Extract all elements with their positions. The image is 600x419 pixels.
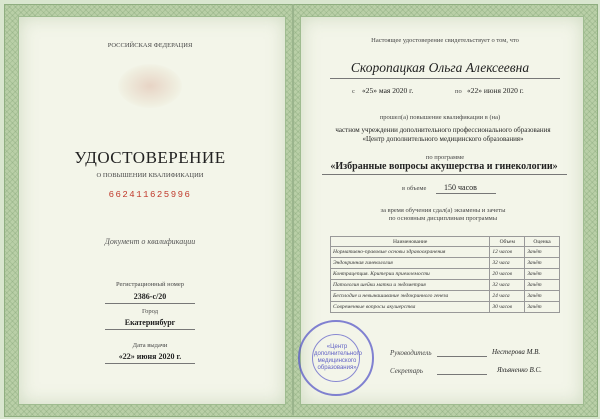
volume-label: в объеме	[402, 185, 427, 192]
certificate-subtitle: О ПОВЫШЕНИИ КВАЛИФИКАЦИИ	[96, 172, 204, 179]
table-row	[331, 247, 560, 258]
table-header-volume: Объем	[490, 237, 525, 247]
exams-line-1: за время обучения сдал(а) экзамены и зачеты	[380, 207, 506, 214]
table-row	[331, 291, 560, 302]
exams-line-2: по основным дисциплинам программы	[388, 215, 498, 222]
discipline-name: Патология шейки матки и эндометрия	[331, 280, 490, 291]
document-type: Документ о квалификации	[104, 237, 196, 246]
table-header-name: Наименование	[331, 237, 490, 247]
from-prefix: с	[352, 88, 355, 95]
discipline-name: Нормативно-правовые основы здравоохранения	[331, 247, 490, 258]
head-label: Руководитель	[390, 349, 432, 357]
discipline-hours: 20 часов	[490, 269, 525, 280]
emblem-watermark	[118, 64, 182, 108]
discipline-grade: Зачёт	[525, 302, 560, 313]
table-header-row	[331, 237, 560, 247]
secretary-name: Яхьяненко В.С.	[497, 366, 542, 374]
serial-number: 662411625996	[108, 190, 192, 200]
discipline-name: Современные вопросы акушерства	[331, 302, 490, 313]
discipline-hours: 12 часов	[490, 247, 525, 258]
table-row	[331, 280, 560, 291]
city-value: Екатеринбург	[124, 318, 176, 327]
discipline-hours: 24 часа	[490, 291, 525, 302]
discipline-name: Бесплодие и невынашивание эндокринного генеза	[331, 291, 490, 302]
issue-date: «22» июня 2020 г.	[118, 352, 182, 361]
certificate-title: УДОСТОВЕРЕНИЕ	[74, 148, 226, 167]
discipline-grade: Зачёт	[525, 291, 560, 302]
passed-label: прошел(а) повышение квалификации в (на)	[379, 114, 501, 121]
page-fold	[292, 4, 294, 415]
registration-label: Регистрационный номер	[116, 281, 184, 288]
discipline-grade: Зачёт	[525, 269, 560, 280]
stamp-text: «Центр дополнительного медицинского образования»	[314, 344, 362, 371]
program-label: по программе	[425, 154, 465, 161]
discipline-hours: 32 часа	[490, 258, 525, 269]
head-name: Нестерова М.В.	[492, 348, 541, 356]
institution-line-2: «Центр дополнительного медицинского образования»	[362, 135, 524, 143]
intro-text: Настоящее удостоверение свидетельствует о том, что	[371, 37, 519, 44]
disciplines-table	[330, 236, 560, 313]
discipline-name: Контрацепция. Критерии приемлемости	[331, 269, 490, 280]
program-name: «Избранные вопросы акушерства и гинекологии»	[330, 161, 558, 172]
table-row	[331, 302, 560, 313]
from-date: «25» мая 2020 г.	[362, 86, 414, 95]
official-stamp	[298, 320, 374, 396]
holder-name: Скоропацкая Ольга Алексеевна	[350, 60, 530, 75]
city-label: Город	[141, 308, 159, 315]
volume-value: 150 часов	[444, 183, 477, 192]
to-date: «22» июня 2020 г.	[467, 86, 524, 95]
to-prefix: по	[455, 88, 462, 95]
issue-date-label: Дата выдачи	[132, 342, 168, 349]
discipline-grade: Зачёт	[525, 280, 560, 291]
table-row	[331, 269, 560, 280]
table-row	[331, 258, 560, 269]
secretary-label: Секретарь	[390, 367, 423, 375]
federation-label: РОССИЙСКАЯ ФЕДЕРАЦИЯ	[107, 42, 193, 49]
discipline-hours: 30 часов	[490, 302, 525, 313]
discipline-grade: Зачёт	[525, 258, 560, 269]
registration-number: 2386-с/20	[133, 292, 167, 301]
discipline-grade: Зачёт	[525, 247, 560, 258]
institution-line-1: частном учреждении дополнительного профессионального образования	[335, 126, 551, 134]
discipline-hours: 32 часа	[490, 280, 525, 291]
table-header-grade: Оценка	[525, 237, 560, 247]
discipline-name: Эндокринная гинекология	[331, 258, 490, 269]
